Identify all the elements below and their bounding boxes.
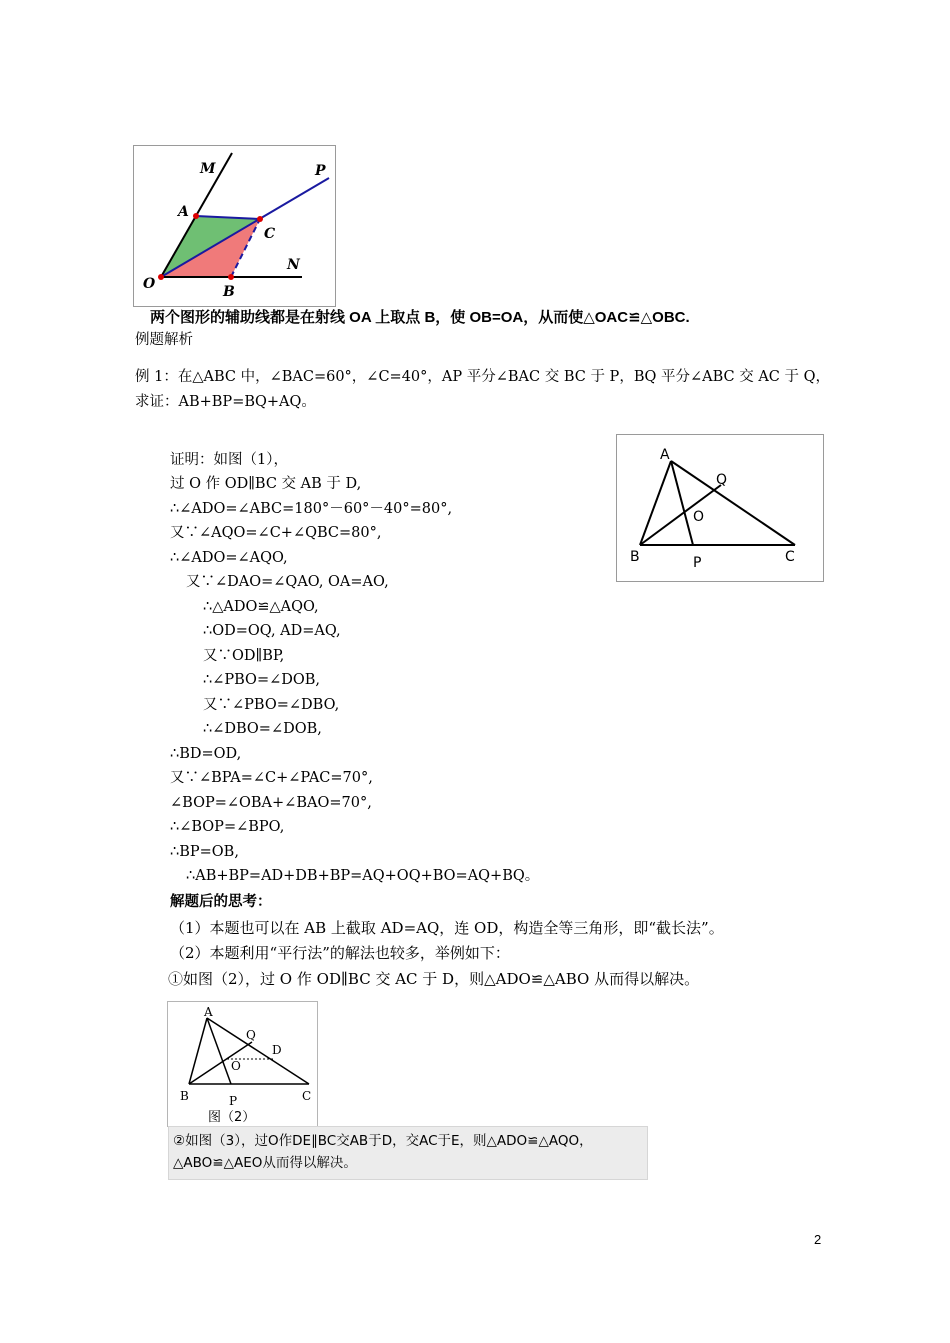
proof-line: ∴OD=OQ, AD=AQ, (203, 623, 341, 639)
point-O (158, 274, 164, 280)
point-A (193, 213, 199, 219)
fig2-caption: 图（2） (208, 1110, 256, 1125)
example-line-1: 例 1：在△ABC 中，∠BAC=60°，∠C=40°，AP 平分∠BAC 交 BC 于 P，BQ 平分∠ABC 交 AC 于 Q， (135, 369, 831, 385)
label-P: P (315, 163, 326, 179)
fig1-label-Q: Q (716, 472, 728, 488)
fig1-label-A: A (660, 447, 670, 463)
point-B (228, 274, 234, 280)
figure-3-note-line-2: △ABO≌△AEO从而得以解决。 (173, 1155, 357, 1171)
label-B: B (223, 284, 235, 300)
proof-line: ∴∠ADO=∠AQO, (170, 550, 288, 566)
fig2-bisector-AP (207, 1018, 231, 1084)
proof-line: 又∵∠DAO=∠QAO, OA=AO, (186, 574, 389, 590)
label-N: N (287, 257, 300, 273)
fig2-label-C: C (302, 1089, 312, 1103)
proof-line: 过 O 作 OD∥BC 交 AB 于 D, (170, 476, 362, 492)
proof-line: ∴∠DBO=∠DOB, (203, 721, 322, 737)
fig1-label-B: B (630, 549, 640, 565)
label-C: C (264, 226, 276, 242)
proof-line: 又∵∠BPA=∠C+∠PAC=70°, (170, 770, 373, 786)
proof-line: 又∵∠AQO=∠C+∠QBC=80°, (170, 525, 382, 541)
proof-line: ∴BD=OD, (170, 746, 242, 762)
aux-line-text: 两个图形的辅助线都是在射线 OA 上取点 B，使 OB=OA，从而使△OAC≌△OBC. (150, 309, 690, 326)
proof-line: ∴∠BOP=∠BPO, (170, 819, 285, 835)
figure-1-svg (617, 435, 823, 581)
fig2-label-D: D (272, 1043, 282, 1057)
fig1-label-O: O (693, 509, 705, 525)
fig1-label-C: C (785, 549, 795, 565)
fig2-label-O: O (231, 1059, 241, 1073)
label-A: A (178, 204, 189, 220)
reflection-point-1: （1）本题也可以在 AB 上截取 AD=AQ，连 OD，构造全等三角形，即“截长法”。 (170, 919, 724, 937)
figure-3-note (168, 1126, 648, 1180)
figure-angle-bisector-svg (134, 146, 335, 306)
example-line-2: 求证：AB+BP=BQ+AQ。 (135, 394, 316, 410)
proof-line: 证明：如图（1）， (170, 452, 288, 468)
proof-line: 又∵OD∥BP, (203, 648, 285, 664)
reflection-point-2: （2）本题利用“平行法”的解法也较多，举例如下： (170, 944, 510, 962)
label-O: O (143, 276, 156, 292)
fig1-label-P: P (693, 555, 702, 571)
figure-3-note-line-1: ②如图（3），过O作DE∥BC交AB于D，交AC于E，则△ADO≌△AQO， (173, 1133, 593, 1149)
proof-line: ∴△ADO≌△AQO, (203, 599, 319, 615)
proof-line: ∠BOP=∠OBA+∠BAO=70°, (170, 795, 372, 811)
fig2-label-P: P (229, 1094, 238, 1108)
fig2-label-A: A (204, 1005, 213, 1019)
proof-line: ∴∠PBO=∠DOB, (203, 672, 321, 688)
fig2-label-B: B (180, 1089, 189, 1103)
figure-2 (167, 1001, 318, 1127)
proof-line: ∴AB+BP=AD+DB+BP=AQ+OQ+BO=AQ+BQ。 (186, 868, 540, 884)
figure-angle-bisector (133, 145, 336, 307)
figure-1 (616, 434, 824, 582)
label-M: M (200, 161, 216, 177)
fig2-label-Q: Q (246, 1028, 256, 1042)
point-C (257, 216, 263, 222)
proof-line: ∴BP=OB, (170, 844, 239, 860)
proof-line: ∴∠ADO=∠ABC=180°－60°－40°=80°, (170, 501, 453, 517)
section-title: 例题解析 (135, 332, 193, 348)
fig2-side-AC (207, 1018, 309, 1084)
page-number: 2 (814, 1232, 822, 1247)
reflection-title: 解题后的思考： (170, 894, 272, 910)
figure-2-svg (168, 1002, 317, 1126)
proof-line: 又∵∠PBO=∠DBO, (203, 697, 340, 713)
ray-OP (161, 178, 329, 277)
reflection-point-3: ①如图（2），过 O 作 OD∥BC 交 AC 于 D，则△ADO≌△ABO 从而得以解决。 (168, 970, 700, 988)
